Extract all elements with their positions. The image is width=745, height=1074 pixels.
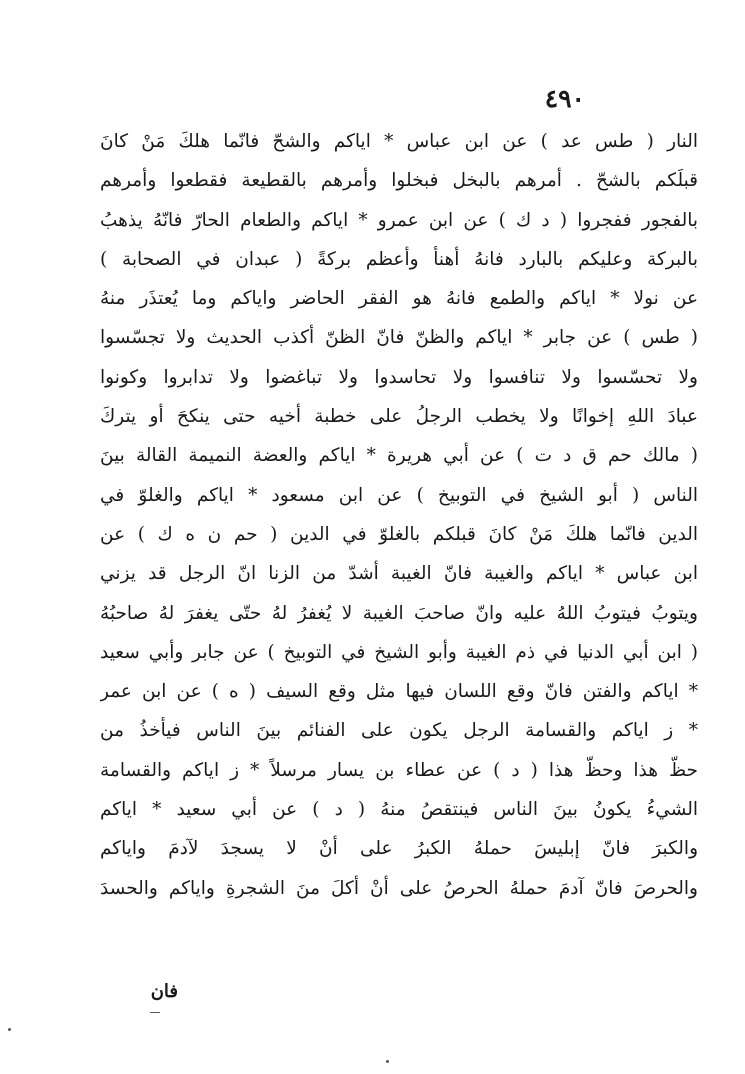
text-line-8: عبادَ اللهِ إخوانًا ولا يخطب الرجلُ على خطبة أخيه حتى ينكحَ أو يتركَ: [100, 406, 698, 428]
text-line-3: بالفجور ففجروا ( د ك ) عن ابن عمرو * اياكم والطعام الحارّ فانّهُ يذهبُ: [100, 209, 698, 231]
catchword: فان: [150, 981, 178, 1002]
text-block: [100, 122, 698, 908]
text-line-17: حظّ هذا وحظّ هذا ( د ) عن عطاء بن يسار مرسلاً * ز اياكم والقسامة: [100, 759, 698, 781]
text-line-2: قبلَكم بالشحّ . أمرهم بالبخل فبخلوا وأمرهم بالقطيعة فقطعوا وأمرهم: [100, 170, 698, 192]
margin-speck: [8, 1028, 11, 1031]
text-line-6: ( طس ) عن جابر * اياكم والظنّ فانّ الظنّ أكذب الحديث ولا تجسّسوا: [100, 327, 698, 349]
margin-speck: [386, 1060, 389, 1063]
text-line-7: ولا تحسّسوا ولا تنافسوا ولا تحاسدوا ولا تباغضوا ولا تدابروا وكونوا: [100, 366, 698, 388]
page-number: ٤٩٠: [544, 84, 585, 113]
text-line-9: ( مالك حم ق د ت ) عن أبي هريرة * اياكم والعضة النميمة القالة بينَ: [100, 445, 698, 467]
text-line-18: الشيءُ يكونُ بينَ الناس فينتقصُ منهُ ( د ) عن أبي سعيد * اياكم: [100, 799, 698, 821]
text-line-12: ابن عباس * اياكم والغيبة فانّ الغيبة أشدّ من الزنا انّ الرجل قد يزني: [100, 563, 698, 585]
text-line-19: والكبرَ فانّ إبليسَ حملهُ الكبرُ على أنْ لا يسجدَ لآدمَ واياكم: [100, 838, 698, 860]
text-line-10: الناس ( أبو الشيخ في التوبيخ ) عن ابن مسعود * اياكم والغلوّ في: [100, 484, 698, 506]
text-line-15: * اياكم والفتن فانّ وقع اللسان فيها مثل وقع السيف ( ه ) عن ابن عمر: [100, 681, 698, 703]
text-line-20: والحرصَ فانّ آدمَ حملهُ الحرصُ على أنْ أكلَ منَ الشجرةِ واياكم والحسدَ: [100, 877, 698, 899]
text-line-16: * ز اياكم والقسامة الرجل يكون على الفنائم بينَ الناس فيأخذُ من: [100, 720, 698, 742]
text-line-13: ويتوبُ فيتوبُ اللهُ عليه وانّ صاحبَ الغيبة لا يُغفرُ لهُ حتّى يغفرَ لهُ صاحبُهُ: [100, 602, 698, 624]
text-line-11: الدين فانّما هلكَ مَنْ كانَ قبلكم بالغلوّ في الدين ( حم ن ه ك ) عن: [100, 523, 698, 545]
text-line-5: عن نولا * اياكم والطمع فانهُ هو الفقر الحاضر واياكم وما يُعتذَر منهُ: [100, 288, 698, 310]
text-line-4: بالبركة وعليكم بالبارد فانهُ أهنأ وأعظم بركةً ( عبدان في الصحابة ): [100, 248, 698, 270]
text-line-14: ( ابن أبي الدنيا في ذم الغيبة وأبو الشيخ في التوبيخ ) عن جابر وأبي سعيد: [100, 641, 698, 663]
catchword-mark: [150, 1012, 160, 1013]
text-line-1: النار ( طس عد ) عن ابن عباس * اياكم والشحّ فانّما هلكَ مَنْ كانَ: [100, 131, 698, 152]
